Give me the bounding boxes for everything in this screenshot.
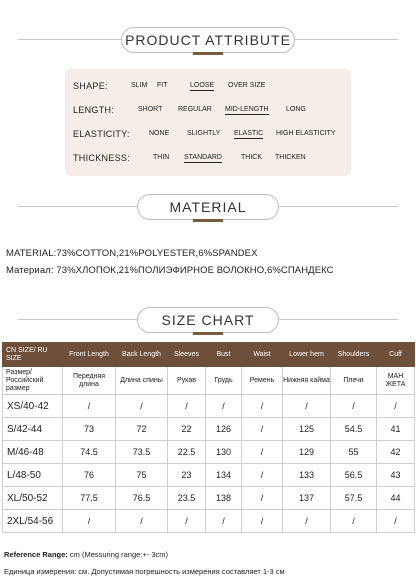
reference-note <box>4 550 168 559</box>
measurement-cell: 44 <box>377 487 415 510</box>
measurement-cell: 73 <box>63 418 116 441</box>
column-header: Lower hem <box>283 343 331 367</box>
measurement-cell: 23 <box>168 464 206 487</box>
table-row <box>3 395 415 418</box>
measurement-cell: 57.5 <box>331 487 377 510</box>
measurement-cell: / <box>168 510 206 533</box>
table-row-ru-header <box>3 367 415 395</box>
size-cell: XS/40-42 <box>3 395 63 418</box>
accent-bar <box>193 52 223 55</box>
column-header: Waist <box>242 343 283 367</box>
measurement-cell: / <box>283 510 331 533</box>
attribute-panel <box>65 69 351 176</box>
column-header: Bust <box>206 343 242 367</box>
attribute-option-selected: STANDARD <box>184 154 222 161</box>
table-header-row <box>3 343 415 367</box>
attribute-label: SHAPE: <box>73 81 108 91</box>
attribute-label: LENGTH: <box>73 105 115 115</box>
measurement-cell: 72 <box>116 418 168 441</box>
measurement-cell: / <box>63 395 116 418</box>
attribute-option: SHORT <box>138 106 163 113</box>
measurement-cell: 138 <box>206 487 242 510</box>
column-header: Back Length <box>116 343 168 367</box>
size-cell: M/46-48 <box>3 441 63 464</box>
measurement-cell: 129 <box>283 441 331 464</box>
measurement-cell: / <box>242 418 283 441</box>
attribute-label: ELASTICITY: <box>73 129 130 139</box>
column-header: CN SIZE/ RU SIZE <box>3 343 63 367</box>
attribute-option: FIT <box>157 82 168 89</box>
measurement-cell: / <box>283 395 331 418</box>
measurement-cell: 134 <box>206 464 242 487</box>
divider <box>279 319 398 320</box>
attribute-option: OVER SIZE <box>228 82 266 89</box>
divider <box>279 206 398 207</box>
attribute-option: SLIM <box>131 82 148 89</box>
column-header: Front Length <box>63 343 116 367</box>
divider <box>18 39 121 40</box>
divider <box>18 206 137 207</box>
attribute-option-selected: ELASTIC <box>234 130 264 137</box>
reference-text: cm (Messuring range:+- 3cm) <box>67 550 169 559</box>
measurement-cell: 54.5 <box>331 418 377 441</box>
material-text-en: MATERIAL:73%COTTON,21%POLYESTER,6%SPANDEX <box>6 248 258 259</box>
measurement-cell: / <box>377 510 415 533</box>
ru-column-header: МАН ЖЕТА <box>377 367 415 395</box>
measurement-cell: / <box>242 395 283 418</box>
measurement-cell: 77.5 <box>63 487 116 510</box>
measurement-cell: / <box>331 395 377 418</box>
measurement-cell: 42 <box>377 441 415 464</box>
measurement-cell: 130 <box>206 441 242 464</box>
section-title-product-attribute: PRODUCT ATTRIBUTE <box>121 27 295 53</box>
measurement-cell: 55 <box>331 441 377 464</box>
ru-column-header: Рукав <box>168 367 206 395</box>
ru-column-header: Передняя длина <box>63 367 116 395</box>
material-text-ru: Материал: 73%ХЛОПОК,21%ПОЛИЭФИРНОЕ ВОЛОКНО,6%СПАНДЕКС <box>6 265 334 276</box>
measurement-cell: / <box>116 510 168 533</box>
attribute-option: SLIGHTLY <box>187 130 221 137</box>
column-header: Sleeves <box>168 343 206 367</box>
measurement-cell: 75 <box>116 464 168 487</box>
measurement-cell: / <box>377 395 415 418</box>
attribute-option-selected: MID-LENGTH <box>225 106 269 113</box>
divider <box>18 319 137 320</box>
size-cell: S/42-44 <box>3 418 63 441</box>
measurement-cell: / <box>242 487 283 510</box>
measurement-cell: / <box>242 510 283 533</box>
accent-bar <box>193 332 223 335</box>
attribute-option: LONG <box>286 106 306 113</box>
measurement-cell: 133 <box>283 464 331 487</box>
measurement-cell: / <box>63 510 116 533</box>
attribute-option: HIGH ELASTICITY <box>276 130 336 137</box>
ru-column-header: Длина спины <box>116 367 168 395</box>
attribute-option: THIN <box>153 154 170 161</box>
ru-column-header: Ремень <box>242 367 283 395</box>
accent-bar <box>193 219 223 222</box>
section-title-size-chart: SIZE CHART <box>137 307 279 333</box>
measurement-cell: / <box>116 395 168 418</box>
table-row <box>3 464 415 487</box>
measurement-cell: / <box>242 441 283 464</box>
divider <box>295 39 398 40</box>
measurement-cell: 137 <box>283 487 331 510</box>
measurement-note-ru: Единица измерения: см. Допустимая погрешность измерения составляет 1-3 см <box>4 567 285 576</box>
measurement-cell: 22.5 <box>168 441 206 464</box>
table-row <box>3 487 415 510</box>
measurement-cell: / <box>331 510 377 533</box>
measurement-cell: 74.5 <box>63 441 116 464</box>
attribute-option: THICKEN <box>275 154 306 161</box>
table-row <box>3 510 415 533</box>
measurement-cell: / <box>206 510 242 533</box>
column-header: Shoulders <box>331 343 377 367</box>
measurement-cell: / <box>168 395 206 418</box>
measurement-cell: 23.5 <box>168 487 206 510</box>
product-attribute-header <box>0 26 416 54</box>
size-cell: L/48-50 <box>3 464 63 487</box>
attribute-option: NONE <box>149 130 170 137</box>
column-header: Cuff <box>377 343 415 367</box>
measurement-cell: 56.5 <box>331 464 377 487</box>
measurement-cell: 41 <box>377 418 415 441</box>
reference-label: Reference Range: <box>4 550 68 559</box>
section-title-material: MATERIAL <box>137 194 279 220</box>
measurement-cell: / <box>242 464 283 487</box>
size-cell: XL/50-52 <box>3 487 63 510</box>
attribute-option: REGULAR <box>178 106 212 113</box>
table-row <box>3 441 415 464</box>
table-row <box>3 418 415 441</box>
measurement-cell: 126 <box>206 418 242 441</box>
size-chart-header <box>0 306 416 334</box>
attribute-option: THICK <box>241 154 262 161</box>
material-header <box>0 193 416 221</box>
ru-column-header: Грудь <box>206 367 242 395</box>
ru-column-header: Размер/ Российский размер <box>3 367 63 395</box>
size-cell: 2XL/54-56 <box>3 510 63 533</box>
measurement-cell: / <box>206 395 242 418</box>
attribute-option-selected: LOOSE <box>190 82 215 89</box>
measurement-cell: 125 <box>283 418 331 441</box>
ru-column-header: Плечи <box>331 367 377 395</box>
measurement-cell: 43 <box>377 464 415 487</box>
measurement-cell: 22 <box>168 418 206 441</box>
measurement-cell: 76.5 <box>116 487 168 510</box>
attribute-label: THICKNESS: <box>73 153 131 163</box>
measurement-cell: 73.5 <box>116 441 168 464</box>
size-table <box>2 342 415 533</box>
measurement-cell: 76 <box>63 464 116 487</box>
ru-column-header: Нижняя кайма <box>283 367 331 395</box>
